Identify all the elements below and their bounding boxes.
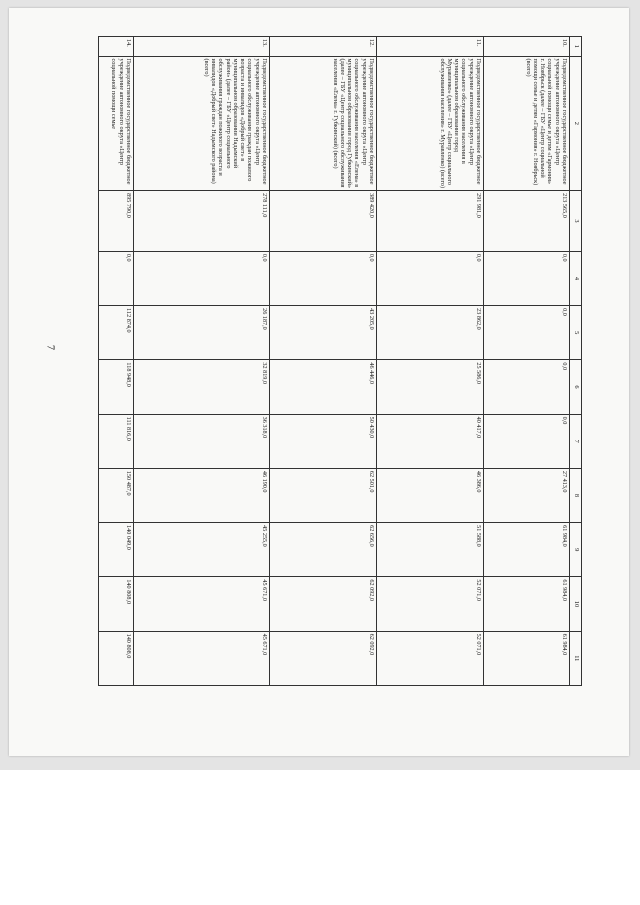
- value-cell: 52 071,0: [377, 631, 484, 685]
- table-row: [134, 37, 270, 686]
- value-cell: 291 981,0: [377, 191, 484, 252]
- value-cell: 52 071,0: [377, 577, 484, 631]
- value-cell: 46 446,0: [270, 360, 377, 414]
- value-cell: 32 819,0: [134, 360, 270, 414]
- value-cell: 895 790,0: [99, 191, 134, 252]
- institution-name-cell: Подведомственное государственное бюджетное учреждение автономного округа «Центр социального обслуживания населения в муниципальном образовании город Муравленко» (далее – ГБУ «Центр социального обслуживания населения» г. Муравленко) (всего): [377, 56, 484, 191]
- value-cell: 0,0: [270, 251, 377, 305]
- page-number: 7: [44, 345, 56, 350]
- value-cell: 51 588,0: [377, 523, 484, 577]
- header-cell: 7: [570, 414, 582, 468]
- rotated-table-container: [112, 36, 582, 686]
- value-cell: 45 671,0: [134, 631, 270, 685]
- value-cell: 26 187,0: [134, 306, 270, 360]
- table-row: [377, 37, 484, 686]
- value-cell: 46 386,0: [377, 468, 484, 522]
- institution-name-cell: Подведомственное государственное бюджетное учреждение автономного округа «Центр социальной помощи семье и детям «Гармония» г. Ноябрьск (далее – ГБУ «Центр социальной помощи семье и детям «Гармония» г. Ноябрьск) (всего): [484, 56, 570, 191]
- institution-name-cell: Подведомственное государственное бюджетное учреждение автономного округа «Центр социального обслуживания граждан пожилого возраста и инвалидов «Добрый свет» в муниципальном образовании Надымский район» (далее – ГБУ «Центр социального обслуживания граждан пожилого возраста и инвалидов «Добрый свет» Надымского района) (всего): [134, 56, 270, 191]
- row-number-cell: 14.: [99, 37, 134, 57]
- value-cell: 61 984,0: [484, 577, 570, 631]
- value-cell: 140 049,0: [99, 523, 134, 577]
- value-cell: 43 205,0: [270, 306, 377, 360]
- header-cell: 2: [570, 56, 582, 191]
- value-cell: 0,0: [134, 251, 270, 305]
- row-number-cell: 12.: [270, 37, 377, 57]
- value-cell: 23 862,0: [377, 306, 484, 360]
- value-cell: 0,0: [484, 360, 570, 414]
- value-cell: 140 808,0: [99, 631, 134, 685]
- header-cell: 6: [570, 360, 582, 414]
- institution-name-cell: Подведомственное государственное бюджетное учреждение автономного округа «Центр социального обслуживания населения «Елена» в муниципальном образовании город Губкинский» (далее – ГБУ «Центр социального обслуживания населения «Елена» г. Губкинский) (всего): [270, 56, 377, 191]
- value-cell: 0,0: [484, 414, 570, 468]
- value-cell: 213 565,0: [484, 191, 570, 252]
- value-cell: 118 948,0: [99, 360, 134, 414]
- value-cell: 150 487,0: [99, 468, 134, 522]
- value-cell: 62 092,0: [270, 577, 377, 631]
- value-cell: 50 430,0: [270, 414, 377, 468]
- value-cell: 62 656,0: [270, 523, 377, 577]
- table-row: [99, 37, 134, 686]
- value-cell: 45 255,0: [134, 523, 270, 577]
- value-cell: 27 413,0: [484, 468, 570, 522]
- value-cell: 45 671,0: [134, 577, 270, 631]
- value-cell: 389 420,0: [270, 191, 377, 252]
- value-cell: 36 318,0: [134, 414, 270, 468]
- institution-name-cell: Подведомственное государственное бюджетное учреждение автономного округа «Центр социальной помощи семье: [99, 56, 134, 191]
- header-cell: 11: [570, 631, 582, 685]
- value-cell: 0,0: [484, 306, 570, 360]
- header-cell: 9: [570, 523, 582, 577]
- header-cell: 5: [570, 306, 582, 360]
- header-cell: 10: [570, 577, 582, 631]
- header-cell: 4: [570, 251, 582, 305]
- header-cell: 8: [570, 468, 582, 522]
- value-cell: 140 808,0: [99, 577, 134, 631]
- value-cell: 112 874,0: [99, 306, 134, 360]
- value-cell: 46 190,0: [134, 468, 270, 522]
- value-cell: 25 586,0: [377, 360, 484, 414]
- row-number-cell: 13.: [134, 37, 270, 57]
- value-cell: 40 417,0: [377, 414, 484, 468]
- value-cell: 278 111,0: [134, 191, 270, 252]
- value-cell: 61 984,0: [484, 523, 570, 577]
- row-number-cell: 10.: [484, 37, 570, 57]
- value-cell: 61 984,0: [484, 631, 570, 685]
- value-cell: 62 501,0: [270, 468, 377, 522]
- value-cell: 0,0: [484, 251, 570, 305]
- header-cell: 1: [570, 37, 582, 57]
- value-cell: 62 092,0: [270, 631, 377, 685]
- row-number-cell: 11.: [377, 37, 484, 57]
- table-row: [270, 37, 377, 686]
- value-cell: 0,0: [377, 251, 484, 305]
- table-header-row: [570, 37, 582, 686]
- budget-table: [98, 36, 582, 686]
- value-cell: 0,0: [99, 251, 134, 305]
- table-row: [484, 37, 570, 686]
- header-cell: 3: [570, 191, 582, 252]
- value-cell: 111 816,0: [99, 414, 134, 468]
